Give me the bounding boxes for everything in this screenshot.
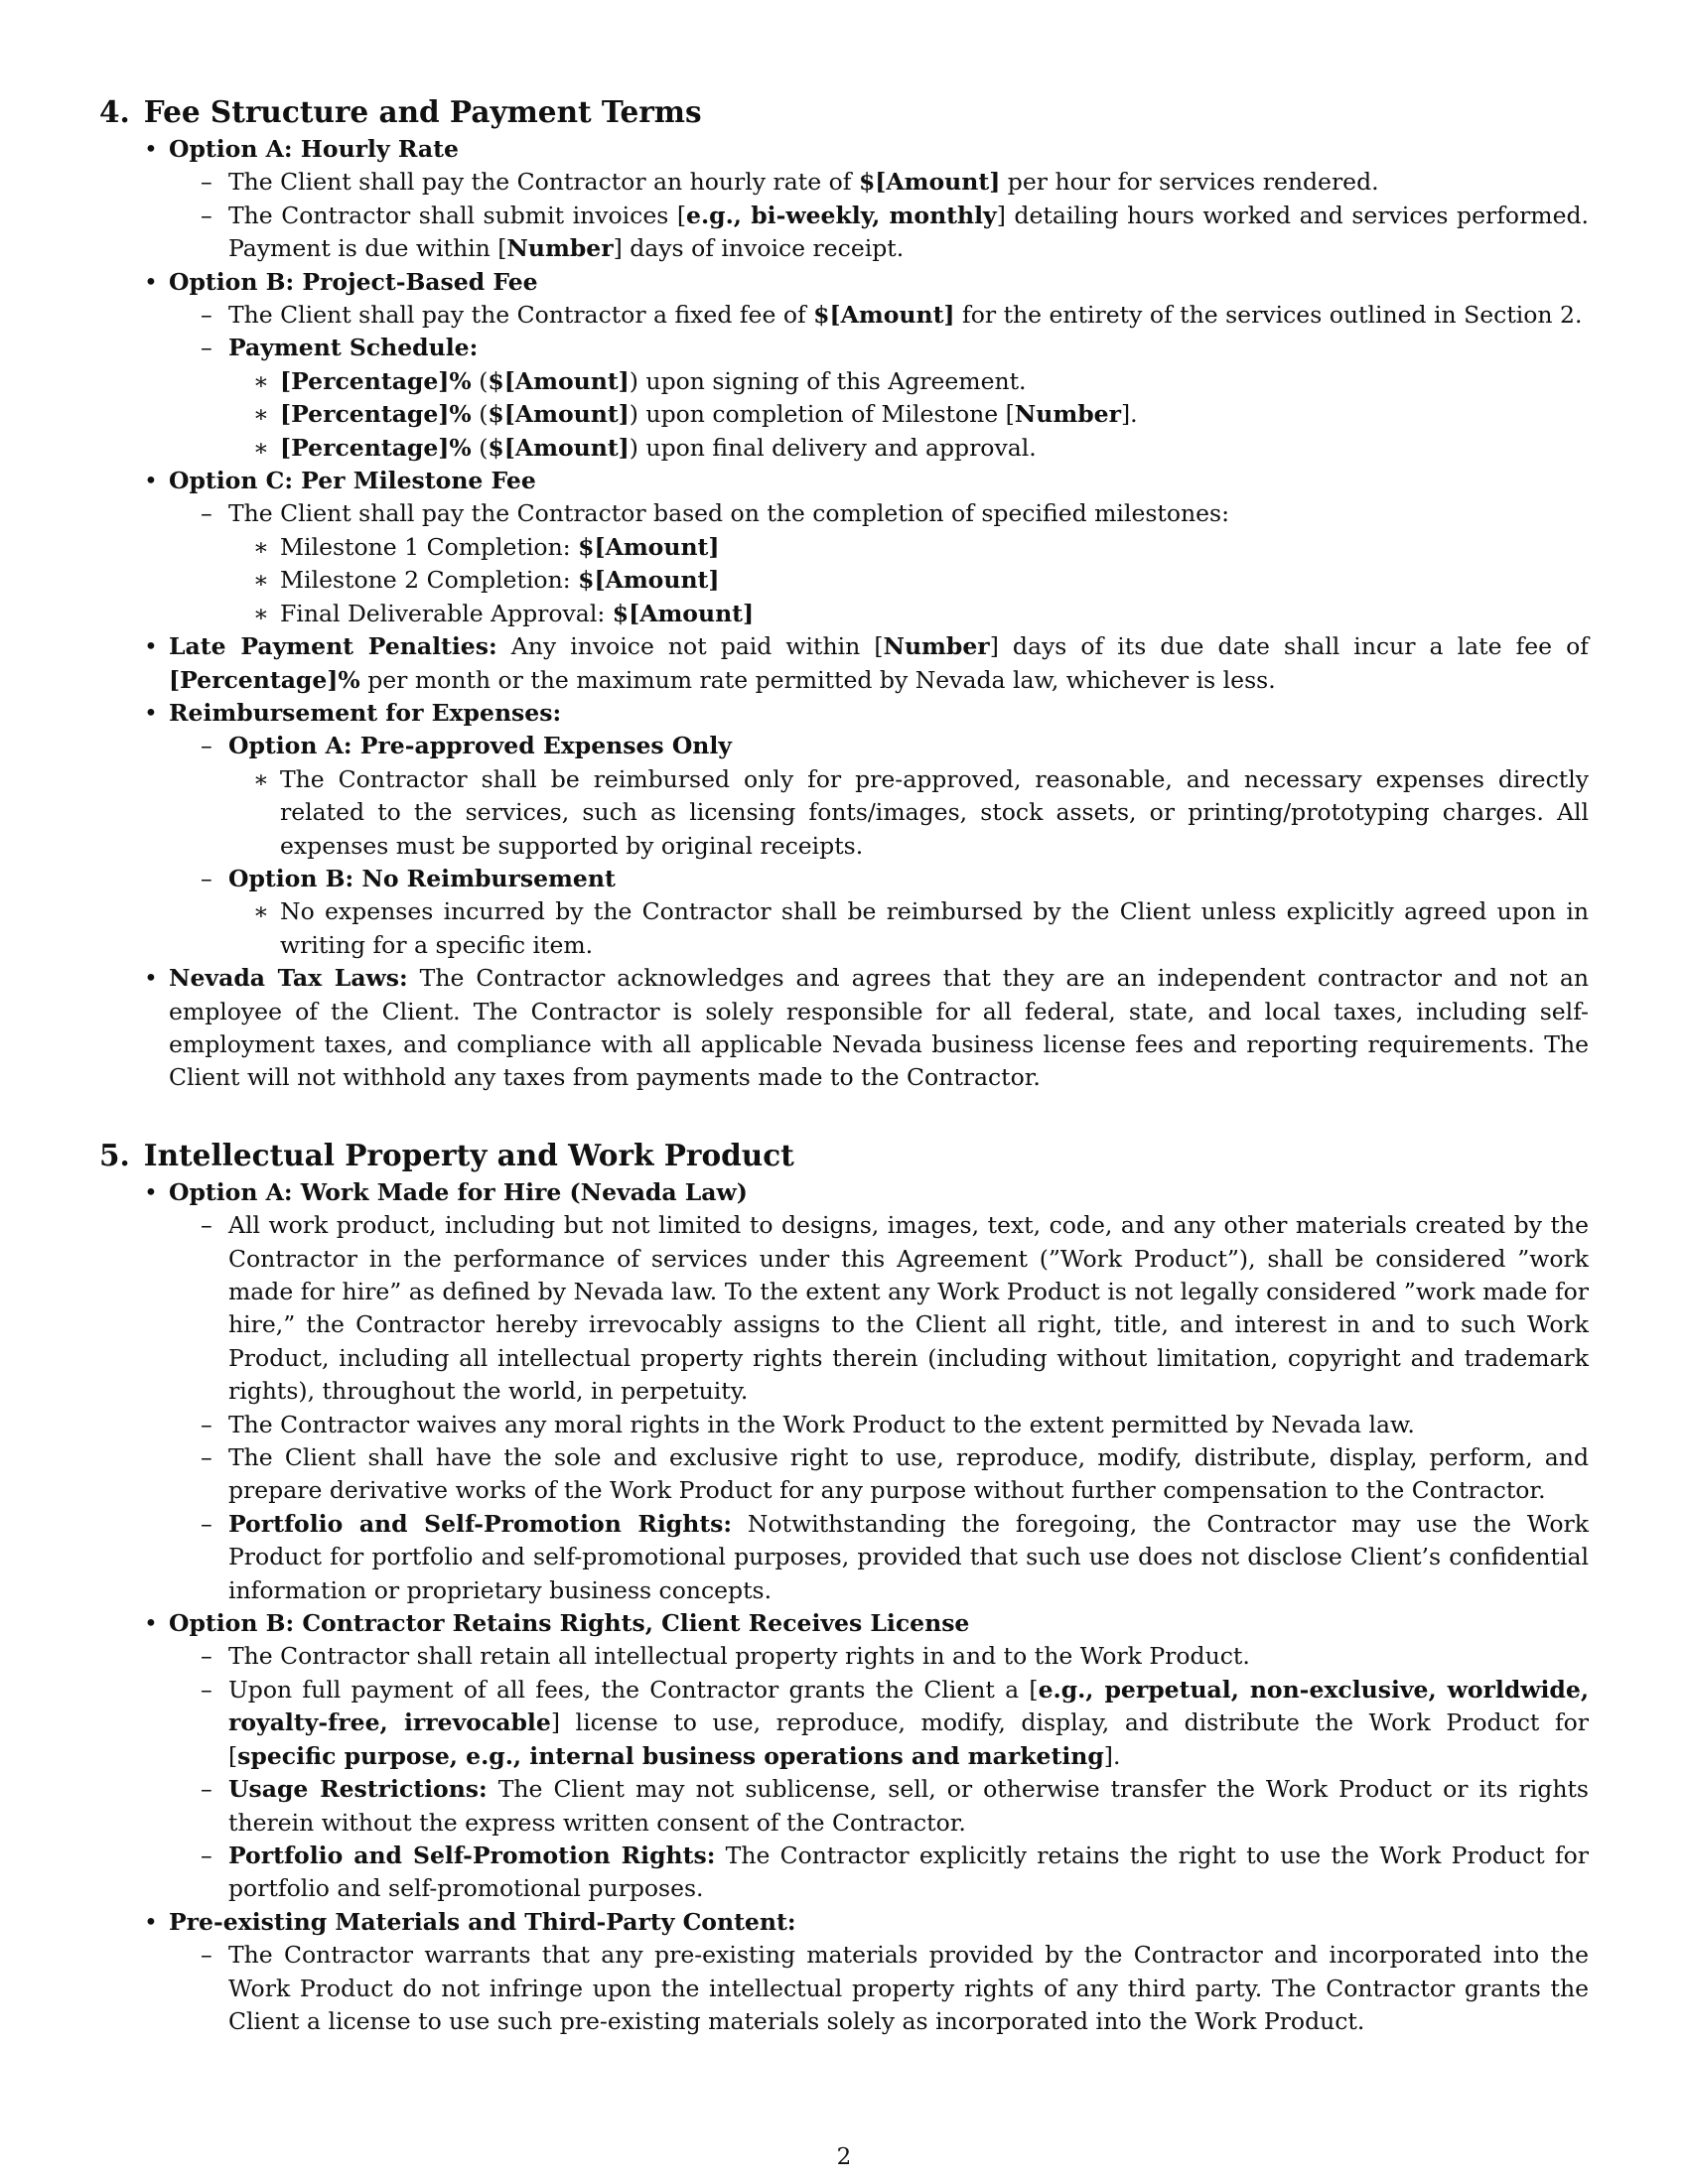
list-item: • Nevada Tax Laws: The Contractor acknowledges and agrees that they are an independent contractor and not an employee of the Client. The Contractor is solely responsible for all federal, state, and local taxes, including self-employment taxes, and compliance with all applicable Nevada business license fees and reporting requirements. The Client will not withhold any taxes from payments made to the Contractor. <box>144 964 1589 1092</box>
list-item: ∗ [Percentage]% ($[Amount]) upon completion of Milestone [Number]. <box>253 400 1138 429</box>
list-item: – Option B: No Reimbursement <box>201 864 616 892</box>
list-item: ∗ Milestone 1 Completion: $[Amount] <box>253 532 720 561</box>
list-item: • Pre-existing Materials and Third-Party Content: <box>144 1907 796 1936</box>
section-5-heading: 5. Intellectual Property and Work Product <box>99 1137 794 1172</box>
list-item: • Option B: Project-Based Fee <box>144 267 538 296</box>
list-item: – The Contractor shall retain all intellectual property rights in and to the Work Product. <box>201 1642 1250 1671</box>
list-item: – The Contractor shall submit invoices [e.g., bi-weekly, monthly] detailing hours worked and services performed. Payment is due within [Number] days of invoice receipt. <box>201 201 1590 263</box>
list-item: – The Client shall pay the Contractor based on the completion of specified milestones: <box>201 499 1230 528</box>
list-item: ∗ No expenses incurred by the Contractor shall be reimbursed by the Client unless explicitly agreed upon in writing for a specific item. <box>253 897 1589 959</box>
list-item: – Upon full payment of all fees, the Contractor grants the Client a [e.g., perpetual, non-exclusive, worldwide, royalty-free, irrevocable] license to use, reproduce, modify, display, and distribute the Work Product for [specific purpose, e.g., internal business operations and marketing]. <box>201 1675 1589 1770</box>
list-item: • Option A: Hourly Rate <box>144 135 459 163</box>
list-item: ∗ [Percentage]% ($[Amount]) upon final delivery and approval. <box>253 433 1037 462</box>
list-item: ∗ [Percentage]% ($[Amount]) upon signing of this Agreement. <box>253 366 1027 395</box>
list-item: – The Contractor waives any moral rights in the Work Product to the extent permitted by Nevada law. <box>201 1410 1415 1438</box>
list-item: ∗ Final Deliverable Approval: $[Amount] <box>253 599 755 627</box>
list-item: – Payment Schedule: <box>201 334 479 362</box>
list-item: • Option A: Work Made for Hire (Nevada Law) <box>144 1177 748 1206</box>
list-item: • Option B: Contractor Retains Rights, Client Receives License <box>144 1609 970 1638</box>
list-item: – The Client shall pay the Contractor an hourly rate of $[Amount] per hour for services rendered. <box>201 168 1379 197</box>
list-item: – The Client shall have the sole and exclusive right to use, reproduce, modify, distribute, display, perform, and prepare derivative works of the Work Product for any purpose without further compensation to the Contractor. <box>201 1443 1589 1505</box>
list-item: – The Client shall pay the Contractor a fixed fee of $[Amount] for the entirety of the services outlined in Section 2. <box>201 301 1583 330</box>
list-item: • Reimbursement for Expenses: <box>144 698 562 727</box>
list-item: – All work product, including but not limited to designs, images, text, code, and any other materials created by the Contractor in the performance of services under this Agreement (”Work Product”), shall be considered ”work made for hire” as defined by Nevada law. To the extent any Work Product is not legally considered ”work made for hire,” the Contractor hereby irrevocably assigns to the Client all right, title, and interest in and to such Work Product, including all intellectual property rights therein (including without limitation, copyright and trademark rights), throughout the world, in perpetuity. <box>201 1211 1589 1406</box>
section-4-heading: 4. Fee Structure and Payment Terms <box>99 94 702 129</box>
list-item: ∗ The Contractor shall be reimbursed only for pre-approved, reasonable, and necessary expenses directly related to the services, such as licensing fonts/images, stock assets, or printing/prototyping charges. All expenses must be supported by original receipts. <box>253 764 1589 860</box>
list-item: ∗ Milestone 2 Completion: $[Amount] <box>253 566 720 595</box>
list-item: – The Contractor warrants that any pre-existing materials provided by the Contractor and incorporated into the Work Product do not infringe upon the intellectual property rights of any third party. The Contractor grants the Client a license to use such pre-existing materials solely as incorporated into the Work Product. <box>201 1941 1589 2035</box>
list-item: – Portfolio and Self-Promotion Rights: The Contractor explicitly retains the right to use the Work Product for portfolio and self-promotional purposes. <box>201 1841 1589 1903</box>
list-item: • Option C: Per Milestone Fee <box>144 467 536 495</box>
list-item: – Portfolio and Self-Promotion Rights: Notwithstanding the foregoing, the Contractor may use the Work Product for portfolio and self-promotional purposes, provided that such use does not disclose Client’s confidential information or proprietary business concepts. <box>201 1509 1590 1604</box>
page-number: 2 <box>836 2144 852 2170</box>
list-item: • Late Payment Penalties: Any invoice not paid within [Number] days of its due date shall incur a late fee of [Percentage]% per month or the maximum rate permitted by Nevada law, whichever is less. <box>144 632 1590 694</box>
list-item: – Option A: Pre-approved Expenses Only <box>201 732 732 760</box>
document-page <box>99 91 1589 2038</box>
list-item: – Usage Restrictions: The Client may not sublicense, sell, or otherwise transfer the Work Product or its rights therein without the express written consent of the Contractor. <box>201 1775 1589 1837</box>
